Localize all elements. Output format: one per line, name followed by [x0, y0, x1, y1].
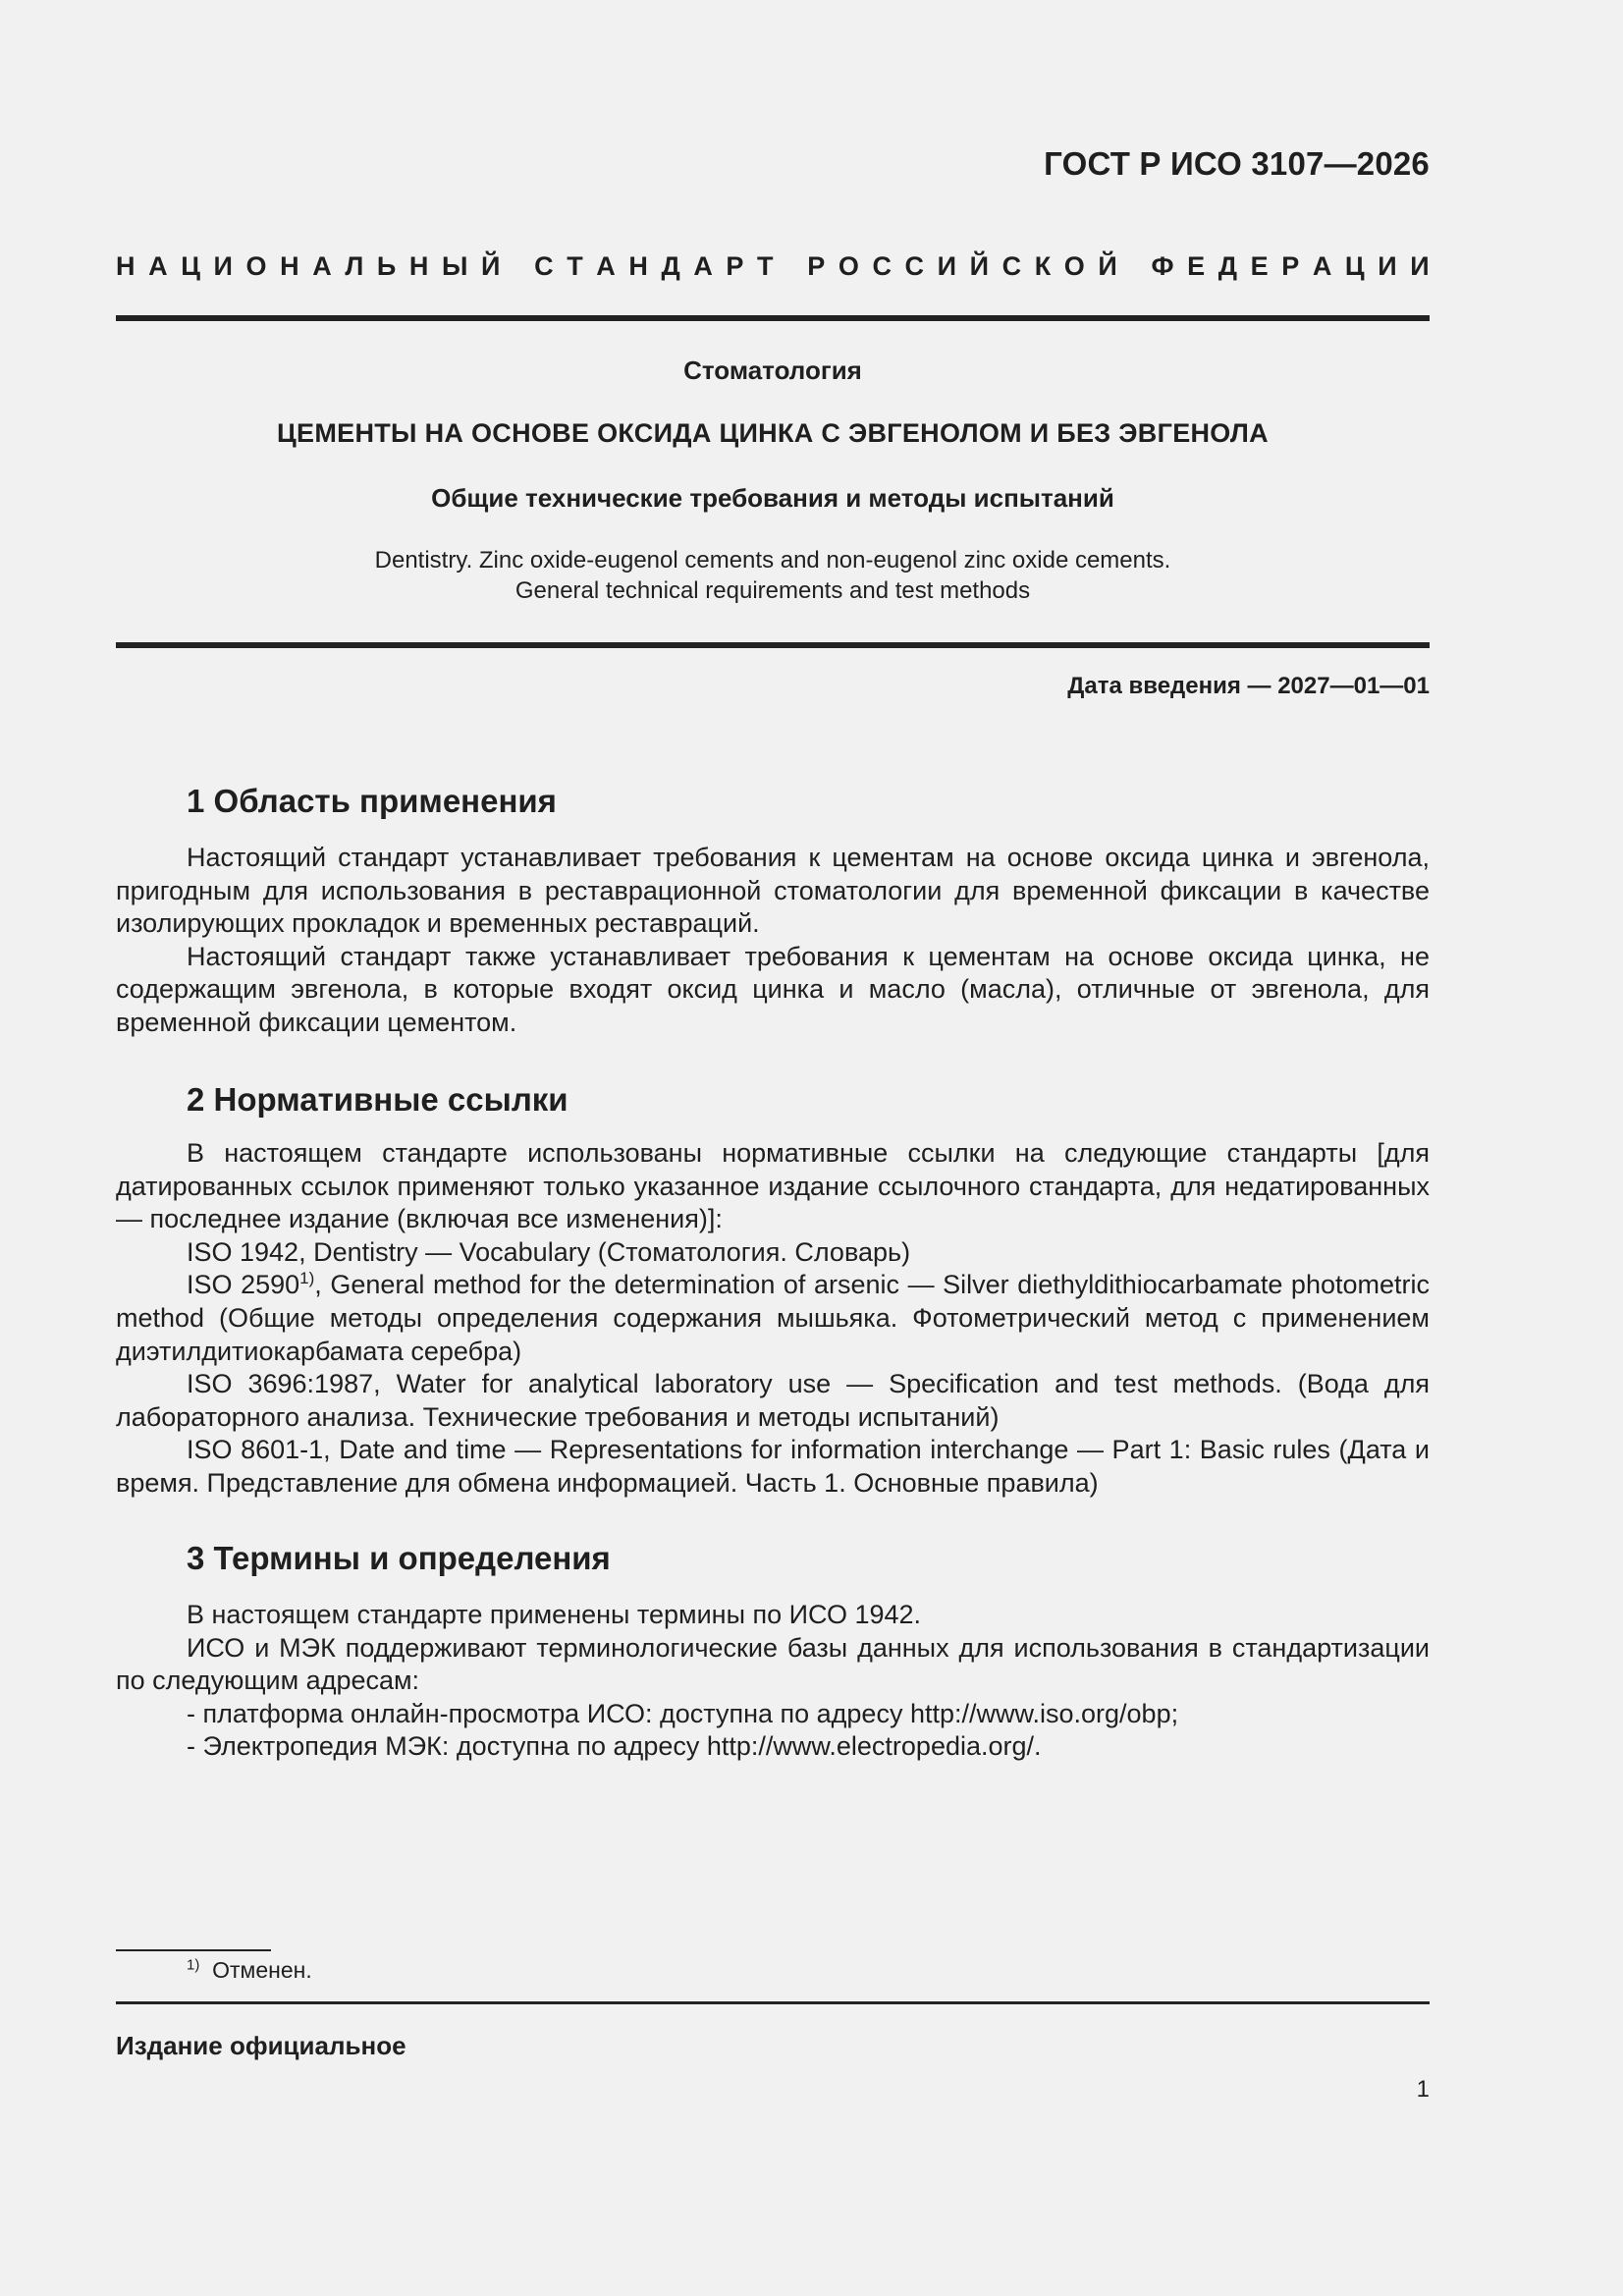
section-3-paragraph-2: ИСО и МЭК поддерживают терминологические базы данных для использования в стандартизации по следующим адресам:: [116, 1632, 1430, 1696]
field-title: Стоматология: [683, 355, 862, 385]
subtitle: Общие технические требования и методы испытаний: [431, 483, 1114, 513]
footnote-mark: 1): [187, 1956, 200, 1974]
english-title-line-1: Dentistry. Zinc oxide-eugenol cements and non-eugenol zinc oxide cements.: [374, 547, 1171, 574]
section-1-paragraph-2: Настоящий стандарт также устанавливает требования к цементам на основе оксида цинка, не содержащим эвгенола, в которые входят оксид цинка и масло (масла), отличные от эвгенола, для временной фиксации цементом.: [116, 941, 1430, 1037]
reference-iso-2590-code: ISO 2590: [187, 1270, 300, 1300]
section-1-heading: 1 Область применения: [187, 783, 557, 819]
reference-iso-8601: ISO 8601-1, Date and time — Representations for information interchange — Part 1: Basic rules (Дата и время. Представление для обмена информацией. Часть 1. Основные правила): [116, 1435, 1430, 1498]
list-item-electropedia: - Электропедия МЭК: доступна по адресу http://www.electropedia.org/.: [187, 1731, 1042, 1762]
header-rule: [116, 315, 1430, 321]
section-3-paragraph-1: В настоящем стандарте применены термины по ИСО 1942.: [187, 1600, 922, 1629]
section-1-body: [116, 842, 1430, 1040]
section-2-heading: 2 Нормативные ссылки: [187, 1081, 568, 1118]
main-title: ЦЕМЕНТЫ НА ОСНОВЕ ОКСИДА ЦИНКА С ЭВГЕНОЛОМ И БЕЗ ЭВГЕНОЛА: [277, 418, 1269, 448]
document-page: [116, 0, 1430, 2296]
footnote: [187, 1957, 312, 1984]
page-number: 1: [1416, 2076, 1430, 2103]
english-title: [116, 545, 1430, 606]
introduction-date: Дата введения — 2027—01—01: [1067, 673, 1430, 699]
official-edition-label: Издание официальное: [116, 2031, 406, 2060]
english-title-line-2: General technical requirements and test methods: [514, 577, 1031, 604]
reference-iso-1942: ISO 1942, Dentistry — Vocabulary (Стоматология. Словарь): [187, 1236, 911, 1267]
reference-iso-3696: ISO 3696:1987, Water for analytical laboratory use — Specification and test methods. (Вода для лабораторного анализа. Технические требования и методы испытаний): [116, 1369, 1430, 1432]
footer-rule: [116, 2001, 1430, 2004]
footnote-reference-mark[interactable]: 1): [299, 1269, 315, 1288]
national-standard-title: Н А Ц И О Н А Л Ь Н Ы Й С Т А Н Д А Р Т Р О С С И Й С К О Й Ф Е Д Е Р А Ц И И: [116, 251, 1430, 281]
footnote-separator: [116, 1949, 271, 1951]
section-2-paragraph-intro: В настоящем стандарте использованы нормативные ссылки на следующие стандарты [для датированных ссылок применяют только указанное издание ссылочного стандарта, для недатированных — последнее издание (включая все изменения)]:: [116, 1138, 1430, 1234]
document-number: ГОСТ Р ИСО 3107—2026: [1044, 145, 1430, 182]
section-1-paragraph-1: Настоящий стандарт устанавливает требования к цементам на основе оксида цинка и эвгенола, пригодным для использования в реставрационной стоматологии для временной фиксации в качестве изолирующих прокладок и временных реставраций.: [116, 843, 1430, 939]
title-rule: [116, 642, 1430, 648]
list-item-iso-obp: - платформа онлайн-просмотра ИСО: доступна по адресу http://www.iso.org/obp;: [187, 1698, 1179, 1728]
reference-iso-2590: [116, 1269, 1430, 1368]
section-3-heading: 3 Термины и определения: [187, 1540, 611, 1576]
section-2-body: [116, 1137, 1430, 1501]
reference-iso-2590-text: , General method for the determination of arsenic — Silver diethyldithiocarbamate photometric method (Общие методы определения содержания мышьяка. Фотометрический метод с применением диэтилдитиокарбамата серебра): [116, 1270, 1430, 1366]
section-3-body: [116, 1599, 1430, 1764]
footnote-text: Отменен.: [212, 1957, 312, 1983]
